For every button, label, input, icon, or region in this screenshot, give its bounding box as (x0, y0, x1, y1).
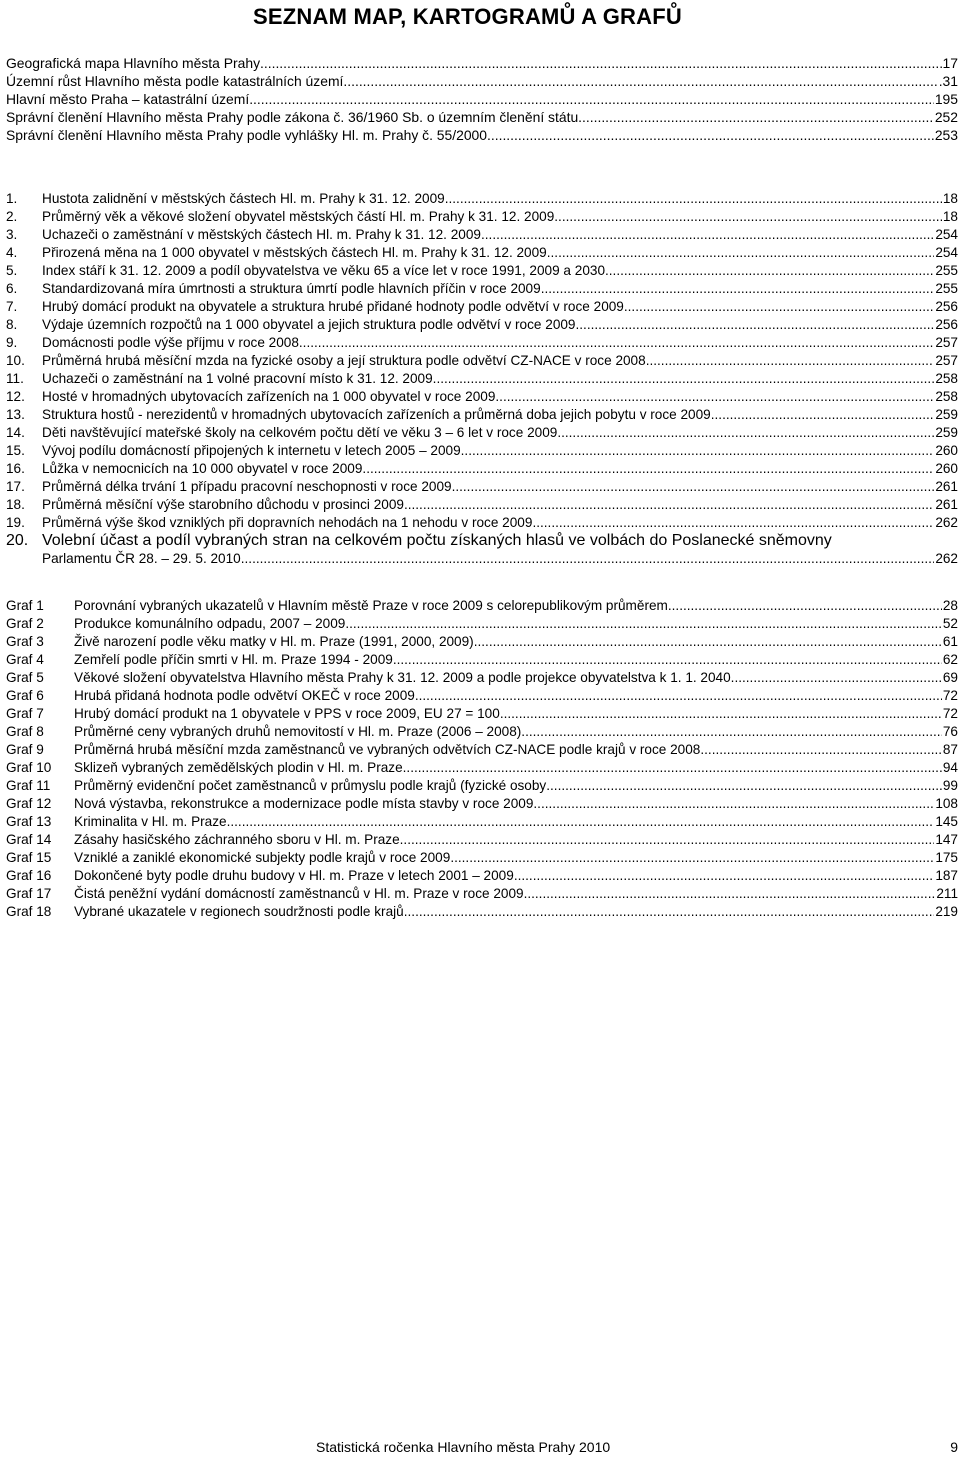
graphs-entry[interactable] (6, 867, 958, 885)
graphs-entry[interactable] (6, 759, 958, 777)
graphs-number: Graf 13 (6, 814, 52, 829)
dot-leader (299, 334, 934, 352)
graphs-title: Živě narození podle věku matky v Hl. m. Praze (1991, 2000, 2009) (74, 634, 474, 649)
graphs-number: Graf 14 (6, 832, 52, 847)
dot-leader (249, 90, 934, 108)
cartograms-entry[interactable] (6, 424, 958, 442)
dot-leader (668, 597, 942, 615)
cartograms-title: Uchazeči o zaměstnání na 1 volné pracovní místo k 31. 12. 2009 (42, 371, 433, 386)
dot-leader (227, 813, 935, 831)
cartograms-title: Lůžka v nemocnicích na 10 000 obyvatel v roce 2009 (42, 461, 363, 476)
maps-page-number: 252 (934, 109, 958, 125)
cartograms-title: Standardizovaná míra úmrtnosti a struktura úmrtí podle hlavních příčin v roce 2009 (42, 281, 541, 296)
graphs-page-number: 211 (936, 886, 958, 901)
cartograms-number: 12. (6, 389, 25, 404)
dot-leader (546, 777, 942, 795)
graphs-number: Graf 16 (6, 868, 52, 883)
cartograms-page-number: 255 (935, 263, 958, 278)
graphs-title: Produkce komunálního odpadu, 2007 – 2009 (74, 616, 346, 631)
page-title: SEZNAM MAP, KARTOGRAMŮ A GRAFŮ (253, 4, 682, 29)
graphs-number: Graf 9 (6, 742, 44, 757)
graphs-list (6, 597, 958, 921)
maps-page-number: .31 (938, 73, 958, 89)
cartograms-number: 6. (6, 281, 18, 296)
cartograms-page-number: 255 (935, 281, 958, 296)
cartograms-page-number: 259 (935, 425, 958, 440)
dot-leader (524, 885, 936, 903)
cartograms-entry[interactable] (6, 352, 958, 370)
cartograms-title: Průměrná délka trvání 1 případu pracovní neschopnosti v roce 2009 (42, 479, 452, 494)
cartograms-title: Přirozená měna na 1 000 obyvatel v městských částech Hl. m. Prahy k 31. 12. 2009 (42, 245, 547, 260)
graphs-page-number: 175 (935, 850, 958, 865)
maps-title: Správní členění Hlavního města Prahy podle vyhlášky Hl. m. Prahy č. 55/2000 (6, 127, 488, 143)
dot-leader (260, 54, 942, 72)
cartograms-title: Průměrná hrubá měsíční mzda na fyzické osoby a její struktura podle odvětví CZ-NACE v roce 2008 (42, 353, 646, 368)
cartograms-title: Uchazeči o zaměstnání v městských částech Hl. m. Prahy k 31. 12. 2009 (42, 227, 481, 242)
cartograms-entry[interactable] (6, 370, 958, 388)
maps-title: Geografická mapa Hlavního města Prahy (6, 55, 261, 71)
cartograms-title: Volební účast a podíl vybraných stran na celkovém počtu získaných hlasů ve volbách do Poslanecké sněmovny (42, 532, 832, 549)
cartograms-list (6, 190, 958, 568)
cartograms-page-number: 260 (935, 443, 958, 458)
cartograms-page-number: 257 (935, 335, 958, 350)
maps-list (6, 54, 958, 144)
graphs-title: Nová výstavba, rekonstrukce a modernizace podle místa stavby v roce 2009 (74, 796, 534, 811)
graphs-title: Hrubá přidaná hodnota podle odvětví OKEČ v roce 2009 (74, 688, 415, 703)
cartograms-entry[interactable] (6, 442, 958, 460)
graphs-entry[interactable] (6, 849, 958, 867)
cartograms-title: Průměrná výše škod vzniklých při dopravních nehodách na 1 nehodu v roce 2009 (42, 515, 533, 530)
graphs-title: Vzniklé a zaniklé ekonomické subjekty podle krajů v roce 2009 (74, 850, 451, 865)
maps-page-number: 17 (942, 55, 958, 71)
cartograms-entry[interactable] (6, 406, 958, 424)
graphs-entry[interactable] (6, 723, 958, 741)
graphs-entry[interactable] (6, 651, 958, 669)
dot-leader (461, 442, 935, 460)
dot-leader (533, 795, 934, 813)
cartograms-number: 11. (6, 371, 24, 386)
cartograms-number: 16. (6, 461, 25, 476)
cartograms-page-number: 18 (942, 209, 958, 224)
dot-leader (646, 352, 935, 370)
maps-title: Hlavní město Praha – katastrální území (6, 91, 250, 107)
cartograms-entry[interactable] (6, 262, 958, 280)
maps-title: Správní členění Hlavního města Prahy podle zákona č. 36/1960 Sb. o územním členění státu (6, 109, 579, 125)
cartograms-page-number: 262 (935, 551, 958, 566)
cartograms-number: 14. (6, 425, 25, 440)
graphs-page-number: 52 (942, 616, 958, 631)
cartograms-number: 7. (6, 299, 18, 314)
dot-leader (393, 651, 942, 669)
graphs-number: Graf 6 (6, 688, 44, 703)
dot-leader (481, 226, 934, 244)
graphs-title: Věkové složení obyvatelstva Hlavního města Prahy k 31. 12. 2009 a podle projekce obyvatelstva k 1. 1. 2040 (74, 670, 731, 685)
cartograms-page-number: 262 (935, 515, 958, 530)
dot-leader (547, 244, 935, 262)
cartograms-number: 9. (6, 335, 18, 350)
cartograms-number: 15. (6, 443, 25, 458)
graphs-entry[interactable] (6, 669, 958, 687)
dot-leader (495, 388, 934, 406)
graphs-page-number: 108 (935, 796, 958, 811)
graphs-title: Zemřelí podle příčin smrti v Hl. m. Praze 1994 - 2009 (74, 652, 393, 667)
dot-leader (541, 280, 935, 298)
cartograms-entry[interactable] (6, 298, 958, 316)
cartograms-entry[interactable] (6, 226, 958, 244)
dot-leader (415, 687, 942, 705)
graphs-entry[interactable] (6, 615, 958, 633)
cartograms-number: 8. (6, 317, 18, 332)
graphs-page-number: 147 (935, 832, 958, 847)
graphs-page-number: 28 (942, 598, 958, 613)
cartograms-page-number: 256 (935, 299, 958, 314)
maps-entry[interactable] (6, 108, 958, 126)
dot-leader (500, 705, 942, 723)
cartograms-title: Hosté v hromadných ubytovacích zařízeních na 1 000 obyvatel v roce 2009 (42, 389, 496, 404)
graphs-entry[interactable] (6, 885, 958, 903)
graphs-title: Čistá peněžní vydání domácností zaměstnanců v Hl. m. Praze v roce 2009 (74, 886, 524, 901)
cartograms-number: 1. (6, 191, 18, 206)
maps-entry[interactable] (6, 126, 958, 144)
graphs-number: Graf 7 (6, 706, 44, 721)
cartograms-entry[interactable] (6, 316, 958, 334)
graphs-number: Graf 17 (6, 886, 52, 901)
cartograms-number: 4. (6, 245, 18, 260)
cartograms-title-continued: Parlamentu ČR 28. – 29. 5. 2010 (42, 551, 241, 566)
dot-leader (731, 669, 942, 687)
graphs-number: Graf 15 (6, 850, 52, 865)
graphs-number: Graf 4 (6, 652, 44, 667)
graphs-page-number: 72 (942, 688, 958, 703)
cartograms-entry[interactable] (6, 460, 958, 478)
graphs-title: Sklizeň vybraných zemědělských plodin v Hl. m. Praze (74, 760, 403, 775)
dot-leader (711, 406, 935, 424)
cartograms-number: 2. (6, 209, 18, 224)
maps-title: Územní růst Hlavního města podle katastrálních území (6, 73, 344, 89)
graphs-page-number: 76 (942, 724, 958, 739)
dot-leader (514, 867, 935, 885)
graphs-title: Vybrané ukazatele v regionech soudržnosti podle krajů (74, 904, 404, 919)
graphs-number: Graf 3 (6, 634, 44, 649)
cartograms-number: 5. (6, 263, 18, 278)
cartograms-entry[interactable] (6, 532, 958, 568)
dot-leader (578, 108, 934, 126)
cartograms-entry[interactable] (6, 244, 958, 262)
cartograms-title: Hustota zalidnění v městských částech Hl. m. Prahy k 31. 12. 2009 (42, 191, 445, 206)
graphs-title: Porovnání vybraných ukazatelů v Hlavním městě Praze v roce 2009 s celorepublikovým průměrem (74, 598, 668, 613)
graphs-number: Graf 10 (6, 760, 52, 775)
dot-leader (487, 126, 934, 144)
graphs-number: Graf 12 (6, 796, 52, 811)
dot-leader (241, 550, 935, 568)
cartograms-page-number: 261 (935, 479, 958, 494)
cartograms-page-number: 258 (935, 389, 958, 404)
dot-leader (521, 723, 942, 741)
maps-entry[interactable] (6, 72, 958, 90)
cartograms-number: 13. (6, 407, 25, 422)
graphs-page-number: 72 (942, 706, 958, 721)
graphs-title: Hrubý domácí produkt na 1 obyvatele v PPS v roce 2009, EU 27 = 100 (74, 706, 500, 721)
graphs-entry[interactable] (6, 831, 958, 849)
cartograms-title: Výdaje územních rozpočtů na 1 000 obyvatel a jejich struktura podle odvětví v roce 2009 (42, 317, 576, 332)
cartograms-title: Děti navštěvující mateřské školy na celkovém počtu dětí ve věku 3 – 6 let v roce 2009 (42, 425, 558, 440)
cartograms-entry[interactable] (6, 496, 958, 514)
graphs-page-number: 145 (935, 814, 958, 829)
cartograms-title: Hrubý domácí produkt na obyvatele a struktura hrubé přidané hodnoty podle odvětví v roce 2009 (42, 299, 624, 314)
cartograms-entry[interactable] (6, 388, 958, 406)
graphs-title: Průměrné ceny vybraných druhů nemovitostí v Hl. m. Praze (2006 – 2008) (74, 724, 522, 739)
dot-leader (452, 478, 935, 496)
cartograms-number: 3. (6, 227, 18, 242)
graphs-entry[interactable] (6, 705, 958, 723)
cartograms-number: 10. (6, 353, 25, 368)
cartograms-page-number: 256 (935, 317, 958, 332)
graphs-number: Graf 5 (6, 670, 44, 685)
dot-leader (404, 496, 934, 514)
graphs-page-number: 62 (942, 652, 958, 667)
graphs-page-number: 87 (942, 742, 958, 757)
dot-leader (450, 849, 934, 867)
dot-leader (474, 633, 942, 651)
graphs-title: Zásahy hasičského záchranného sboru v Hl. m. Praze (74, 832, 400, 847)
cartograms-title: Průměrná měsíční výše starobního důchodu v prosinci 2009 (42, 497, 404, 512)
graphs-entry[interactable] (6, 903, 958, 921)
graphs-entry[interactable] (6, 597, 958, 615)
cartograms-page-number: 260 (935, 461, 958, 476)
dot-leader (345, 615, 942, 633)
cartograms-title: Index stáří k 31. 12. 2009 a podíl obyvatelstva ve věku 65 a více let v roce 1991, 2009 a 2030 (42, 263, 605, 278)
cartograms-entry[interactable] (6, 190, 958, 208)
graphs-entry[interactable] (6, 795, 958, 813)
dot-leader (433, 370, 935, 388)
publication-name: Statistická ročenka Hlavního města Prahy 2010 (316, 1439, 611, 1455)
cartograms-entry[interactable] (6, 280, 958, 298)
dot-leader (554, 208, 942, 226)
graphs-number: Graf 18 (6, 904, 52, 919)
cartograms-entry[interactable] (6, 334, 958, 352)
cartograms-page-number: 259 (935, 407, 958, 422)
cartograms-title: Domácnosti podle výše příjmu v roce 2008 (42, 335, 299, 350)
cartograms-title: Struktura hostů - nerezidentů v hromadných ubytovacích zařízeních a průměrná doba jejich pobytu v roce 2009 (42, 407, 711, 422)
graphs-page-number: 219 (935, 904, 958, 919)
graphs-number: Graf 2 (6, 616, 44, 631)
cartograms-number: 18. (6, 497, 25, 512)
cartograms-page-number: 258 (935, 371, 958, 386)
cartograms-number: 19. (6, 515, 25, 530)
graphs-entry[interactable] (6, 687, 958, 705)
cartograms-page-number: 261 (935, 497, 958, 512)
cartograms-page-number: 257 (935, 353, 958, 368)
graphs-page-number: 69 (942, 670, 958, 685)
cartograms-entry[interactable] (6, 208, 958, 226)
maps-entry[interactable] (6, 90, 958, 108)
graphs-entry[interactable] (6, 741, 958, 759)
cartograms-entry[interactable] (6, 478, 958, 496)
graphs-page-number: 99 (942, 778, 958, 793)
cartograms-title: Vývoj podílu domácností připojených k internetu v letech 2005 – 2009 (42, 443, 461, 458)
maps-page-number: 253 (934, 127, 958, 143)
cartograms-page-number: 254 (935, 227, 958, 242)
maps-entry[interactable] (6, 54, 958, 72)
graphs-entry[interactable] (6, 777, 958, 795)
graphs-title: Dokončené byty podle druhu budovy v Hl. m. Praze v letech 2001 – 2009 (74, 868, 514, 883)
graphs-number: Graf 11 (6, 778, 51, 793)
graphs-title: Kriminalita v Hl. m. Praze (74, 814, 227, 829)
graphs-title: Průměrná hrubá měsíční mzda zaměstnanců ve vybraných odvětvích CZ-NACE podle krajů v roce 2008 (74, 742, 701, 757)
dot-leader (362, 460, 934, 478)
dot-leader (557, 424, 934, 442)
dot-leader (403, 759, 942, 777)
graphs-page-number: 61 (942, 634, 958, 649)
dot-leader (404, 903, 935, 921)
dot-leader (624, 298, 934, 316)
cartograms-number: 20. (6, 532, 29, 549)
page-number: 9 (950, 1439, 958, 1455)
cartograms-page-number: 254 (935, 245, 958, 260)
maps-page-number: 195 (934, 91, 958, 107)
cartograms-title: Průměrný věk a věkové složení obyvatel městských částí Hl. m. Prahy k 31. 12. 2009 (42, 209, 555, 224)
graphs-page-number: 94 (942, 760, 958, 775)
dot-leader (445, 190, 942, 208)
cartograms-page-number: 18 (942, 191, 958, 206)
dot-leader (700, 741, 942, 759)
dot-leader (343, 72, 937, 90)
graphs-page-number: 187 (935, 868, 958, 883)
dot-leader (532, 514, 934, 532)
graphs-number: Graf 1 (6, 598, 44, 613)
graphs-entry[interactable] (6, 813, 958, 831)
graphs-number: Graf 8 (6, 724, 44, 739)
cartograms-entry[interactable] (6, 514, 958, 532)
graphs-title: Průměrný evidenční počet zaměstnanců v průmyslu podle krajů (fyzické osoby (74, 778, 547, 793)
dot-leader (605, 262, 934, 280)
dot-leader (400, 831, 935, 849)
graphs-entry[interactable] (6, 633, 958, 651)
dot-leader (576, 316, 935, 334)
cartograms-number: 17. (6, 479, 25, 494)
